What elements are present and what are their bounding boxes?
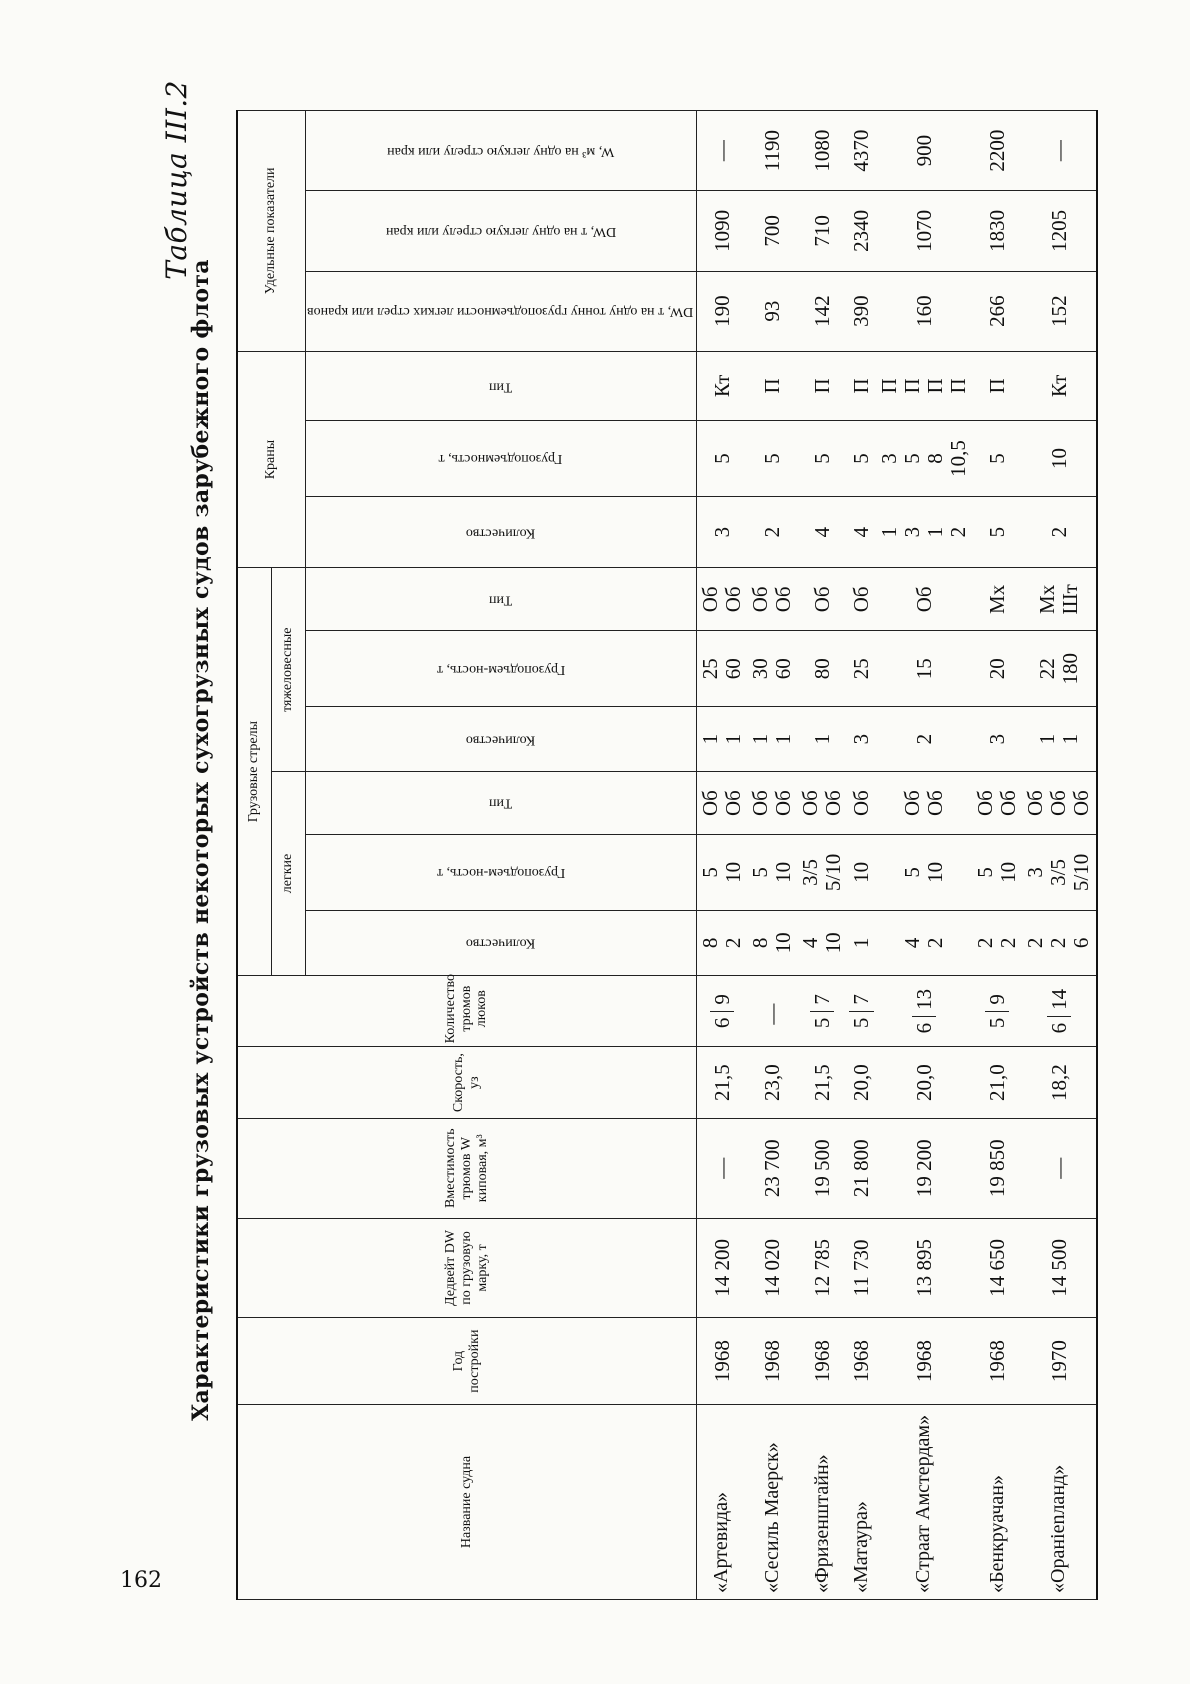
value-lb-count: 2 2 bbox=[972, 937, 1021, 949]
value-hb-count: 1 1 bbox=[747, 733, 796, 745]
value-cr-type: П П П П bbox=[876, 378, 970, 394]
header-crane-type: Тип bbox=[305, 351, 696, 420]
header-light-count: Количество bbox=[305, 910, 696, 975]
header-dw-per-ton: DW, т на одну тонну грузоподъемности легких стрел или кранов bbox=[305, 271, 696, 351]
cell-holds bbox=[876, 975, 972, 1047]
value-cr-cap: 3 5 8 10,5 bbox=[876, 440, 970, 477]
value-lb-type: Об Об bbox=[899, 790, 947, 817]
value-hb-count: 3 bbox=[985, 733, 1010, 745]
cell-speed bbox=[847, 1047, 875, 1119]
cell-sp-dw bbox=[972, 191, 1022, 271]
holds-count: — bbox=[760, 1003, 784, 1025]
cell-hb-type bbox=[696, 568, 747, 631]
cell-hb-type bbox=[876, 568, 972, 631]
cell-lb-type bbox=[972, 772, 1022, 835]
cell-dw bbox=[847, 1218, 875, 1318]
value-cr-cap: 5 bbox=[760, 453, 784, 464]
cell-speed bbox=[696, 1047, 747, 1119]
value-lb-type: Об Об bbox=[972, 790, 1021, 817]
cell-speed bbox=[797, 1047, 847, 1119]
cell-name bbox=[696, 1404, 747, 1599]
value-lb-count: 2 2 6 bbox=[1023, 937, 1094, 949]
cell-year bbox=[696, 1318, 747, 1405]
cell-holds bbox=[972, 975, 1022, 1047]
cell-holds bbox=[696, 975, 747, 1047]
cell-cr-cap bbox=[1022, 421, 1096, 497]
cell-lb-type bbox=[797, 772, 847, 835]
value-dw: 14 020 bbox=[760, 1239, 784, 1297]
cell-sp-w bbox=[1022, 111, 1096, 191]
value-lb-count: 1 bbox=[849, 937, 874, 949]
value-w: 19 850 bbox=[985, 1139, 1010, 1198]
cell-year bbox=[876, 1318, 972, 1405]
cell-speed bbox=[747, 1047, 797, 1119]
cell-hb-cap bbox=[847, 631, 875, 707]
cell-sp-dwt bbox=[876, 271, 972, 351]
cell-hb-type bbox=[797, 568, 847, 631]
value-cr-count: 2 bbox=[1046, 526, 1071, 538]
cell-hb-cap bbox=[1022, 631, 1096, 707]
value-cr-type: Кт bbox=[1046, 374, 1071, 398]
cell-cr-type bbox=[797, 351, 847, 420]
value-lb-cap: 5 10 bbox=[899, 861, 947, 883]
value-lb-cap: 3 3/5 5/10 bbox=[1023, 853, 1094, 892]
cell-lb-type bbox=[696, 772, 747, 835]
value-sp-dw: 1205 bbox=[1046, 209, 1071, 252]
value-hb-type: Об bbox=[810, 586, 835, 613]
cell-lb-type bbox=[1022, 772, 1096, 835]
value-sp-dw: 1830 bbox=[985, 209, 1010, 252]
value-hb-cap: 20 bbox=[985, 658, 1010, 680]
cell-year bbox=[1022, 1318, 1096, 1405]
value-hb-count: 1 1 bbox=[697, 733, 745, 745]
value-hb-type: Мх bbox=[985, 584, 1010, 614]
cell-lb-count bbox=[696, 910, 747, 975]
cell-cr-count bbox=[747, 496, 797, 568]
cell-cr-cap bbox=[797, 421, 847, 497]
cell-cr-count bbox=[847, 496, 875, 568]
value-cr-count: 5 bbox=[985, 526, 1010, 538]
value-cr-count: 4 bbox=[810, 526, 835, 538]
cell-cr-type bbox=[1022, 351, 1096, 420]
cell-lb-cap bbox=[847, 835, 875, 911]
cell-lb-cap bbox=[797, 835, 847, 911]
cell-name bbox=[876, 1404, 972, 1599]
table-row bbox=[1022, 111, 1096, 1600]
cell-sp-dwt bbox=[847, 271, 875, 351]
value-sp-dwt: 142 bbox=[810, 295, 835, 327]
value-lb-count: 8 2 bbox=[697, 937, 745, 949]
value-hb-type: Об bbox=[849, 586, 874, 613]
holds-count: 5 bbox=[849, 1017, 874, 1029]
cell-hb-type bbox=[847, 568, 875, 631]
cell-hb-type bbox=[972, 568, 1022, 631]
header-ship-name: Название судна bbox=[237, 1404, 696, 1599]
value-dw: 11 730 bbox=[849, 1239, 874, 1297]
value-cr-type: П bbox=[760, 378, 784, 394]
header-specific: Удельные показатели bbox=[237, 111, 305, 352]
value-sp-dwt: 266 bbox=[985, 295, 1010, 327]
cell-dw bbox=[797, 1218, 847, 1318]
cell-hb-count bbox=[797, 707, 847, 772]
holds-count: 6 bbox=[1046, 1022, 1071, 1034]
value-cr-type: П bbox=[985, 378, 1010, 394]
header-year: Год постройки bbox=[237, 1318, 696, 1405]
value-lb-type: Об Об bbox=[798, 790, 846, 817]
cell-hb-cap bbox=[972, 631, 1022, 707]
cell-dw bbox=[696, 1218, 747, 1318]
cell-name bbox=[847, 1404, 875, 1599]
cell-holds bbox=[747, 975, 797, 1047]
cell-sp-dwt bbox=[797, 271, 847, 351]
value-name: «Оранienланд» bbox=[1047, 1464, 1070, 1593]
header-crane-lifting: Грузоподъемность, т bbox=[305, 421, 696, 497]
value-sp-dwt: 190 bbox=[709, 295, 734, 327]
value-cr-count: 2 bbox=[760, 526, 784, 538]
value-name: «Бенкруачан» bbox=[985, 1475, 1008, 1593]
value-dw: 12 785 bbox=[810, 1239, 835, 1297]
cell-year bbox=[797, 1318, 847, 1405]
cell-hb-cap bbox=[876, 631, 972, 707]
cell-cr-type bbox=[876, 351, 972, 420]
header-speed: Скорость, уз bbox=[237, 1047, 696, 1119]
hatches-count: 7 bbox=[810, 994, 834, 1012]
cell-cr-cap bbox=[747, 421, 797, 497]
header-heavy-type: Тип bbox=[305, 568, 696, 631]
value-sp-dwt: 152 bbox=[1046, 295, 1071, 327]
header-capacity: Вместимость трюмов W киповая, м³ bbox=[237, 1118, 696, 1218]
cell-w bbox=[847, 1118, 875, 1218]
value-lb-cap: 5 10 bbox=[747, 861, 796, 883]
cell-hb-count bbox=[747, 707, 797, 772]
value-name: «Фризенштайн» bbox=[810, 1454, 833, 1593]
value-w: — bbox=[709, 1157, 734, 1179]
value-year: 1968 bbox=[911, 1340, 936, 1383]
header-crane-count: Количество bbox=[305, 496, 696, 568]
value-w: 23 700 bbox=[760, 1139, 784, 1198]
header-deadweight: Дедвейт DW по грузовую марку, т bbox=[237, 1218, 696, 1318]
value-year: 1968 bbox=[810, 1340, 835, 1383]
value-lb-type: Об Об bbox=[747, 790, 796, 817]
table-body bbox=[696, 111, 1096, 1600]
value-lb-type: Об Об Об bbox=[1023, 790, 1094, 817]
value-year: 1968 bbox=[709, 1340, 734, 1383]
value-cr-cap: 5 bbox=[810, 453, 835, 464]
value-lb-cap: 3/5 5/10 bbox=[798, 853, 846, 892]
value-hb-cap: 15 bbox=[911, 658, 936, 680]
cell-lb-cap bbox=[1022, 835, 1096, 911]
cell-sp-dw bbox=[696, 191, 747, 271]
value-sp-w: 1190 bbox=[760, 130, 784, 172]
header-holds-text: Количество трюмов люков bbox=[443, 973, 490, 1044]
value-cr-type: П bbox=[849, 378, 874, 394]
value-sp-dw: 1090 bbox=[709, 209, 734, 252]
cell-year bbox=[847, 1318, 875, 1405]
value-cr-count: 1 3 1 2 bbox=[876, 526, 970, 538]
table-label: Таблица III.2 bbox=[160, 80, 193, 280]
cell-sp-w bbox=[847, 111, 875, 191]
cell-cr-count bbox=[797, 496, 847, 568]
value-w: — bbox=[1046, 1157, 1071, 1179]
value-speed: 18,2 bbox=[1046, 1064, 1071, 1102]
cell-holds bbox=[847, 975, 875, 1047]
header-light-booms: легкие bbox=[271, 772, 305, 976]
value-hb-cap: 30 60 bbox=[747, 658, 796, 680]
value-hb-type: Мх Шт bbox=[1034, 584, 1082, 615]
hatches-count: 9 bbox=[985, 994, 1009, 1012]
value-sp-w: — bbox=[709, 140, 734, 162]
value-hb-count: 2 bbox=[911, 733, 936, 745]
value-sp-dw: 710 bbox=[810, 215, 835, 247]
header-cargo-booms: Грузовые стрелы bbox=[237, 568, 271, 975]
cell-lb-type bbox=[847, 772, 875, 835]
value-speed: 20,0 bbox=[911, 1064, 936, 1102]
value-sp-w: 1080 bbox=[810, 129, 835, 172]
cell-year bbox=[747, 1318, 797, 1405]
value-w: 19 200 bbox=[911, 1139, 936, 1198]
cell-sp-w bbox=[972, 111, 1022, 191]
value-sp-dw: 1070 bbox=[911, 209, 936, 252]
cell-hb-count bbox=[1022, 707, 1096, 772]
value-sp-w: 2200 bbox=[985, 129, 1010, 172]
cell-lb-cap bbox=[747, 835, 797, 911]
value-lb-count: 4 10 bbox=[798, 932, 846, 954]
value-lb-type: Об bbox=[849, 790, 874, 817]
value-hb-cap: 80 bbox=[810, 658, 835, 680]
header-heavy-booms: тяжеловесные bbox=[271, 568, 305, 772]
value-cr-type: П bbox=[810, 378, 835, 394]
cell-name bbox=[972, 1404, 1022, 1599]
cell-dw bbox=[972, 1218, 1022, 1318]
cell-speed bbox=[876, 1047, 972, 1119]
cell-sp-dw bbox=[797, 191, 847, 271]
cell-dw bbox=[1022, 1218, 1096, 1318]
holds-count: 6 bbox=[709, 1017, 734, 1029]
cell-sp-w bbox=[747, 111, 797, 191]
cell-lb-count bbox=[1022, 910, 1096, 975]
value-lb-type: Об Об bbox=[697, 790, 745, 817]
value-hb-cap: 25 60 bbox=[697, 658, 745, 680]
cell-sp-dwt bbox=[696, 271, 747, 351]
cell-lb-count bbox=[847, 910, 875, 975]
cell-hb-count bbox=[696, 707, 747, 772]
value-cr-cap: 5 bbox=[849, 453, 874, 464]
cell-cr-count bbox=[876, 496, 972, 568]
cell-lb-count bbox=[797, 910, 847, 975]
value-w: 21 800 bbox=[849, 1139, 874, 1198]
value-cr-count: 4 bbox=[849, 526, 874, 538]
cell-cr-cap bbox=[696, 421, 747, 497]
cell-cr-count bbox=[972, 496, 1022, 568]
cell-sp-dw bbox=[747, 191, 797, 271]
header-holds bbox=[237, 975, 696, 1047]
cell-lb-cap bbox=[972, 835, 1022, 911]
cell-cr-cap bbox=[876, 421, 972, 497]
header-dw-per-boom: DW, т на одну легкую стрелу или кран bbox=[305, 191, 696, 271]
value-hb-count: 3 bbox=[849, 733, 874, 745]
cell-holds bbox=[1022, 975, 1096, 1047]
cell-sp-w bbox=[876, 111, 972, 191]
cell-w bbox=[972, 1118, 1022, 1218]
ships-cargo-gear-table bbox=[236, 110, 1098, 1600]
cell-cr-type bbox=[696, 351, 747, 420]
header-heavy-lifting: Грузоподъем-ность, т bbox=[305, 631, 696, 707]
cell-sp-dwt bbox=[972, 271, 1022, 351]
value-lb-cap: 10 bbox=[849, 861, 874, 883]
value-dw: 13 895 bbox=[911, 1239, 936, 1297]
table-row bbox=[847, 111, 875, 1600]
cell-hb-type bbox=[747, 568, 797, 631]
cell-cr-type bbox=[747, 351, 797, 420]
value-sp-w: — bbox=[1046, 140, 1071, 162]
table-row bbox=[696, 111, 747, 1600]
table-title: Характеристики грузовых устройств некоторых сухогрузных судов зарубежного флота bbox=[188, 259, 214, 1421]
holds-count: 5 bbox=[810, 1017, 835, 1029]
value-hb-type: Об bbox=[911, 586, 936, 613]
value-speed: 21,0 bbox=[985, 1064, 1010, 1102]
cell-sp-dwt bbox=[1022, 271, 1096, 351]
cell-lb-type bbox=[747, 772, 797, 835]
value-hb-count: 1 1 bbox=[1034, 733, 1082, 745]
cell-sp-w bbox=[797, 111, 847, 191]
value-lb-cap: 5 10 bbox=[972, 861, 1021, 883]
value-speed: 23,0 bbox=[760, 1064, 784, 1102]
page-number: 162 bbox=[120, 1568, 162, 1593]
holds-count: 6 bbox=[911, 1022, 936, 1034]
rotated-table-block bbox=[160, 80, 1094, 1600]
value-dw: 14 500 bbox=[1046, 1239, 1071, 1297]
value-hb-count: 1 bbox=[810, 733, 835, 745]
value-sp-dw: 700 bbox=[760, 215, 784, 247]
cell-sp-dw bbox=[847, 191, 875, 271]
cell-w bbox=[876, 1118, 972, 1218]
cell-cr-cap bbox=[847, 421, 875, 497]
cell-lb-count bbox=[972, 910, 1022, 975]
value-year: 1968 bbox=[849, 1340, 874, 1383]
hatches-count: 13 bbox=[912, 989, 936, 1017]
value-name: «Сесиль Маерск» bbox=[760, 1442, 783, 1593]
value-cr-cap: 10 bbox=[1046, 447, 1071, 469]
cell-cr-count bbox=[1022, 496, 1096, 568]
cell-dw bbox=[747, 1218, 797, 1318]
value-name: «Страат Амстердам» bbox=[912, 1414, 935, 1593]
header-cranes: Краны bbox=[237, 351, 305, 568]
holds-count: 5 bbox=[985, 1017, 1010, 1029]
value-sp-dwt: 93 bbox=[760, 300, 784, 322]
cell-speed bbox=[1022, 1047, 1096, 1119]
hatches-count: 14 bbox=[1047, 989, 1071, 1017]
cell-w bbox=[747, 1118, 797, 1218]
value-w: 19 500 bbox=[810, 1139, 835, 1198]
cell-cr-count bbox=[696, 496, 747, 568]
cell-cr-type bbox=[972, 351, 1022, 420]
cell-lb-count bbox=[747, 910, 797, 975]
header-light-type: Тип bbox=[305, 772, 696, 835]
cell-lb-cap bbox=[876, 835, 972, 911]
value-year: 1968 bbox=[760, 1340, 784, 1383]
value-lb-count: 4 2 bbox=[899, 937, 947, 949]
cell-year bbox=[972, 1318, 1022, 1405]
cell-hb-type bbox=[1022, 568, 1096, 631]
header-w-per-boom: W, м³ на одну легкую стрелу или кран bbox=[305, 111, 696, 191]
hatches-count: 9 bbox=[710, 994, 734, 1012]
value-name: «Артевида» bbox=[710, 1492, 733, 1593]
value-hb-type: Об Об bbox=[697, 586, 745, 613]
cell-w bbox=[1022, 1118, 1096, 1218]
value-hb-cap: 22 180 bbox=[1034, 652, 1082, 685]
cell-name bbox=[1022, 1404, 1096, 1599]
cell-name bbox=[747, 1404, 797, 1599]
table-row bbox=[876, 111, 972, 1600]
value-dw: 14 200 bbox=[709, 1239, 734, 1297]
cell-name bbox=[797, 1404, 847, 1599]
cell-sp-w bbox=[696, 111, 747, 191]
value-hb-cap: 25 bbox=[849, 658, 874, 680]
cell-lb-cap bbox=[696, 835, 747, 911]
hatches-count: 7 bbox=[849, 994, 873, 1012]
value-sp-dw: 2340 bbox=[849, 209, 874, 252]
table-row bbox=[797, 111, 847, 1600]
cell-hb-count bbox=[972, 707, 1022, 772]
value-sp-w: 4370 bbox=[849, 129, 874, 172]
cell-holds bbox=[797, 975, 847, 1047]
cell-hb-cap bbox=[747, 631, 797, 707]
cell-hb-cap bbox=[797, 631, 847, 707]
value-cr-count: 3 bbox=[709, 526, 734, 538]
value-sp-dwt: 390 bbox=[849, 295, 874, 327]
table-row bbox=[972, 111, 1022, 1600]
cell-cr-type bbox=[847, 351, 875, 420]
value-speed: 21,5 bbox=[810, 1064, 835, 1102]
value-name: «Матаура» bbox=[849, 1501, 872, 1593]
cell-lb-count bbox=[876, 910, 972, 975]
cell-lb-type bbox=[876, 772, 972, 835]
value-hb-type: Об Об bbox=[747, 586, 796, 613]
value-year: 1970 bbox=[1046, 1340, 1071, 1383]
value-speed: 21,5 bbox=[709, 1064, 734, 1102]
value-dw: 14 650 bbox=[985, 1239, 1010, 1297]
value-speed: 20,0 bbox=[849, 1064, 874, 1102]
cell-hb-cap bbox=[696, 631, 747, 707]
value-cr-type: Кт bbox=[709, 374, 734, 398]
cell-w bbox=[797, 1118, 847, 1218]
cell-sp-dwt bbox=[747, 271, 797, 351]
cell-dw bbox=[876, 1218, 972, 1318]
table-row bbox=[747, 111, 797, 1600]
value-lb-count: 8 10 bbox=[747, 932, 796, 954]
cell-cr-cap bbox=[972, 421, 1022, 497]
cell-w bbox=[696, 1118, 747, 1218]
value-year: 1968 bbox=[985, 1340, 1010, 1383]
value-sp-w: 900 bbox=[911, 134, 936, 167]
cell-sp-dw bbox=[1022, 191, 1096, 271]
cell-sp-dw bbox=[876, 191, 972, 271]
value-lb-cap: 5 10 bbox=[697, 861, 745, 883]
header-light-lifting: Грузоподъем-ность, т bbox=[305, 835, 696, 911]
value-cr-cap: 5 bbox=[709, 453, 734, 464]
value-cr-cap: 5 bbox=[985, 453, 1010, 464]
value-sp-dwt: 160 bbox=[911, 295, 936, 327]
cell-speed bbox=[972, 1047, 1022, 1119]
cell-hb-count bbox=[876, 707, 972, 772]
header-heavy-count: Количество bbox=[305, 707, 696, 772]
cell-hb-count bbox=[847, 707, 875, 772]
